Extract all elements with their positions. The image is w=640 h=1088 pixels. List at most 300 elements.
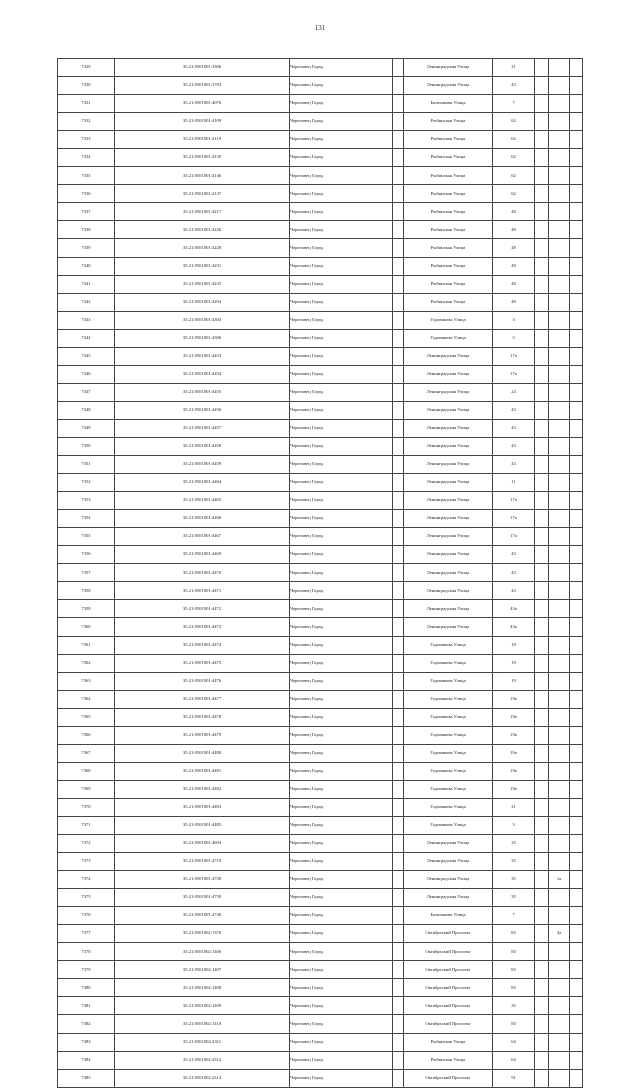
street-name: Рыбинская Улица [404, 149, 493, 167]
record-number: 7354 [58, 510, 115, 528]
record-number: 7368 [58, 762, 115, 780]
empty-cell [393, 780, 404, 798]
house-number: 35 [493, 871, 535, 889]
street-name: Ленинградская Улица [404, 347, 493, 365]
city-name: Череповец Город [290, 492, 393, 510]
city-name: Череповец Город [290, 528, 393, 546]
empty-cell [535, 257, 549, 275]
empty-cell [535, 113, 549, 131]
table-row [58, 401, 583, 419]
street-name: Рыбинская Улица [404, 185, 493, 203]
street-name: Годовикова Улица [404, 780, 493, 798]
cadastral-number: 35:21:0501001:4469 [115, 546, 290, 564]
street-name: Годовикова Улица [404, 636, 493, 654]
empty-cell [535, 131, 549, 149]
table-row [58, 1069, 583, 1087]
record-number: 7377 [58, 925, 115, 943]
empty-cell [393, 528, 404, 546]
cadastral-number: 35:21:0501002:1408 [115, 979, 290, 997]
empty-cell [393, 185, 404, 203]
street-name: Годовикова Улица [404, 798, 493, 816]
empty-cell [570, 293, 583, 311]
table-row [58, 437, 583, 455]
cadastral-number: 35:21:0501001:4476 [115, 672, 290, 690]
record-number: 7331 [58, 95, 115, 113]
table-row [58, 816, 583, 834]
street-name: Годовикова Улица [404, 762, 493, 780]
table-row [58, 672, 583, 690]
cadastral-number: 35:21:0501001:4109 [115, 113, 290, 131]
empty-cell [535, 907, 549, 925]
empty-cell [570, 708, 583, 726]
street-name: Ленинградская Улица [404, 383, 493, 401]
empty-cell [535, 528, 549, 546]
city-name: Череповец Город [290, 275, 393, 293]
city-name: Череповец Город [290, 510, 393, 528]
flat-number [549, 239, 570, 257]
table-row [58, 762, 583, 780]
empty-cell [570, 943, 583, 961]
empty-cell [535, 925, 549, 943]
cadastral-number: 35:21:0501001:4217 [115, 203, 290, 221]
house-number: 21 [493, 798, 535, 816]
record-number: 7376 [58, 907, 115, 925]
table-row [58, 77, 583, 95]
table-row [58, 528, 583, 546]
street-name: Октябрьский Проспект [404, 1069, 493, 1087]
table-row [58, 546, 583, 564]
empty-cell [393, 726, 404, 744]
city-name: Череповец Город [290, 889, 393, 907]
record-number: 7347 [58, 383, 115, 401]
table-row [58, 871, 583, 889]
city-name: Череповец Город [290, 437, 393, 455]
cadastral-number: 35:21:0501001:4471 [115, 582, 290, 600]
empty-cell [570, 275, 583, 293]
city-name: Череповец Город [290, 925, 393, 943]
flat-number [549, 492, 570, 510]
table-row [58, 708, 583, 726]
empty-cell [393, 203, 404, 221]
house-number: 3 [493, 311, 535, 329]
empty-cell [535, 871, 549, 889]
house-number: 43 [493, 546, 535, 564]
empty-cell [535, 1015, 549, 1033]
empty-cell [393, 690, 404, 708]
empty-cell [393, 59, 404, 77]
table-row [58, 780, 583, 798]
flat-number [549, 221, 570, 239]
record-number: 7362 [58, 654, 115, 672]
city-name: Череповец Город [290, 672, 393, 690]
table-row [58, 95, 583, 113]
flat-number [549, 401, 570, 419]
house-number: 24 [493, 383, 535, 401]
empty-cell [535, 726, 549, 744]
flat-number [549, 961, 570, 979]
empty-cell [393, 311, 404, 329]
cadastral-number: 35:21:0501001:4485 [115, 816, 290, 834]
empty-cell [393, 600, 404, 618]
empty-cell [570, 979, 583, 997]
house-number: 25 [493, 853, 535, 871]
record-number: 7344 [58, 329, 115, 347]
house-number: 62 [493, 131, 535, 149]
record-number: 7338 [58, 221, 115, 239]
empty-cell [393, 582, 404, 600]
record-number: 7359 [58, 600, 115, 618]
city-name: Череповец Город [290, 798, 393, 816]
empty-cell [535, 492, 549, 510]
record-number: 7379 [58, 961, 115, 979]
table-row [58, 203, 583, 221]
flat-number [549, 907, 570, 925]
record-number: 7367 [58, 744, 115, 762]
empty-cell [393, 167, 404, 185]
city-name: Череповец Город [290, 997, 393, 1015]
city-name: Череповец Город [290, 636, 393, 654]
house-number: 91 [493, 1069, 535, 1087]
empty-cell [393, 510, 404, 528]
empty-cell [570, 907, 583, 925]
record-number: 7334 [58, 149, 115, 167]
street-name: Ленинградская Улица [404, 59, 493, 77]
street-name: Рыбинская Улица [404, 131, 493, 149]
empty-cell [393, 925, 404, 943]
city-name: Череповец Город [290, 113, 393, 131]
flat-number [549, 618, 570, 636]
record-number: 7384 [58, 1051, 115, 1069]
cadastral-number: 35:21:0501001:4456 [115, 401, 290, 419]
city-name: Череповец Город [290, 293, 393, 311]
record-number: 7346 [58, 365, 115, 383]
record-number: 7348 [58, 401, 115, 419]
city-name: Череповец Город [290, 708, 393, 726]
empty-cell [393, 113, 404, 131]
empty-cell [393, 997, 404, 1015]
empty-cell [535, 997, 549, 1015]
street-name: Годовикова Улица [404, 690, 493, 708]
city-name: Череповец Город [290, 654, 393, 672]
house-number: 83 [493, 961, 535, 979]
house-number: 43 [493, 582, 535, 600]
cadastral-number: 35:21:0501001:4228 [115, 239, 290, 257]
record-number: 7335 [58, 167, 115, 185]
record-number: 7371 [58, 816, 115, 834]
city-name: Череповец Город [290, 726, 393, 744]
cadastral-number: 35:21:0501001:4738 [115, 871, 290, 889]
house-number: 48 [493, 203, 535, 221]
cadastral-number: 35:21:0501001:4147 [115, 185, 290, 203]
flat-number [549, 780, 570, 798]
registry-table [57, 58, 583, 1088]
street-name: Рыбинская Улица [404, 113, 493, 131]
house-number: 83 [493, 979, 535, 997]
cadastral-number: 35:21:0501001:4453 [115, 347, 290, 365]
empty-cell [570, 546, 583, 564]
street-name: Годовикова Улица [404, 329, 493, 347]
house-number: 43 [493, 437, 535, 455]
empty-cell [535, 582, 549, 600]
street-name: Годовикова Улица [404, 816, 493, 834]
record-number: 7337 [58, 203, 115, 221]
cadastral-number: 35:21:0501001:4454 [115, 365, 290, 383]
empty-cell [393, 798, 404, 816]
empty-cell [393, 383, 404, 401]
empty-cell [570, 167, 583, 185]
empty-cell [535, 853, 549, 871]
house-number: 48 [493, 239, 535, 257]
record-number: 7340 [58, 257, 115, 275]
city-name: Череповец Город [290, 564, 393, 582]
city-name: Череповец Город [290, 979, 393, 997]
empty-cell [570, 997, 583, 1015]
empty-cell [570, 816, 583, 834]
record-number: 7355 [58, 528, 115, 546]
empty-cell [535, 546, 549, 564]
empty-cell [393, 853, 404, 871]
street-name: Рыбинская Улица [404, 239, 493, 257]
empty-cell [393, 1033, 404, 1051]
flat-number [549, 762, 570, 780]
table-row [58, 311, 583, 329]
record-number: 7353 [58, 492, 115, 510]
empty-cell [570, 600, 583, 618]
empty-cell [535, 474, 549, 492]
empty-cell [393, 636, 404, 654]
table-row [58, 798, 583, 816]
street-name: Ленинградская Улица [404, 510, 493, 528]
street-name: Ленинградская Улица [404, 582, 493, 600]
empty-cell [535, 419, 549, 437]
empty-cell [535, 672, 549, 690]
street-name: Ленинградская Улица [404, 546, 493, 564]
house-number: 48 [493, 221, 535, 239]
record-number: 7374 [58, 871, 115, 889]
cadastral-number: 35:21:0501001:4235 [115, 275, 290, 293]
cadastral-number: 35:21:0501001:4294 [115, 293, 290, 311]
empty-cell [570, 347, 583, 365]
empty-cell [535, 816, 549, 834]
cadastral-number: 35:21:0501002:1376 [115, 925, 290, 943]
house-number: 19а [493, 780, 535, 798]
empty-cell [393, 149, 404, 167]
table-row [58, 239, 583, 257]
street-name: Годовикова Улица [404, 744, 493, 762]
flat-number [549, 816, 570, 834]
table-row [58, 907, 583, 925]
empty-cell [535, 636, 549, 654]
flat-number [549, 77, 570, 95]
empty-cell [570, 1069, 583, 1087]
record-number: 7358 [58, 582, 115, 600]
empty-cell [535, 889, 549, 907]
city-name: Череповец Город [290, 816, 393, 834]
empty-cell [570, 528, 583, 546]
house-number: 7 [493, 907, 535, 925]
record-number: 7357 [58, 564, 115, 582]
city-name: Череповец Город [290, 347, 393, 365]
empty-cell [535, 618, 549, 636]
empty-cell [393, 347, 404, 365]
table-row [58, 383, 583, 401]
street-name: Ленинградская Улица [404, 564, 493, 582]
table-row [58, 1051, 583, 1069]
house-number: 17а [493, 492, 535, 510]
empty-cell [570, 654, 583, 672]
empty-cell [535, 1033, 549, 1051]
empty-cell [535, 690, 549, 708]
table-row [58, 618, 583, 636]
record-number: 7351 [58, 456, 115, 474]
empty-cell [570, 311, 583, 329]
city-name: Череповец Город [290, 762, 393, 780]
empty-cell [393, 239, 404, 257]
empty-cell [393, 456, 404, 474]
city-name: Череповец Город [290, 474, 393, 492]
city-name: Череповец Город [290, 1069, 393, 1087]
empty-cell [570, 59, 583, 77]
empty-cell [570, 726, 583, 744]
empty-cell [570, 762, 583, 780]
empty-cell [570, 1015, 583, 1033]
street-name: Рыбинская Улица [404, 1033, 493, 1051]
street-name: Октябрьский Проспект [404, 1015, 493, 1033]
record-number: 7364 [58, 690, 115, 708]
empty-cell [570, 690, 583, 708]
flat-number [549, 798, 570, 816]
empty-cell [570, 77, 583, 95]
flat-number [549, 835, 570, 853]
flat-number [549, 672, 570, 690]
empty-cell [570, 744, 583, 762]
flat-number [549, 1051, 570, 1069]
house-number: 11 [493, 474, 535, 492]
table-row [58, 600, 583, 618]
table-row [58, 961, 583, 979]
table-row [58, 564, 583, 582]
table-row [58, 889, 583, 907]
empty-cell [535, 961, 549, 979]
cadastral-number: 35:21:0501001:4455 [115, 383, 290, 401]
cadastral-number: 35:21:0501001:4304 [115, 311, 290, 329]
house-number: 64 [493, 1033, 535, 1051]
record-number: 7333 [58, 131, 115, 149]
empty-cell [393, 131, 404, 149]
flat-number [549, 654, 570, 672]
empty-cell [570, 1033, 583, 1051]
empty-cell [570, 365, 583, 383]
empty-cell [570, 636, 583, 654]
empty-cell [570, 961, 583, 979]
table-row [58, 654, 583, 672]
empty-cell [535, 600, 549, 618]
empty-cell [393, 293, 404, 311]
table-row [58, 582, 583, 600]
flat-number: 1а [549, 871, 570, 889]
flat-number [549, 59, 570, 77]
cadastral-number: 35:21:0501001:4458 [115, 437, 290, 455]
table-row [58, 329, 583, 347]
house-number: 25 [493, 835, 535, 853]
empty-cell [570, 456, 583, 474]
record-number: 7382 [58, 1015, 115, 1033]
record-number: 7360 [58, 618, 115, 636]
city-name: Череповец Город [290, 77, 393, 95]
street-name: Октябрьский Проспект [404, 979, 493, 997]
street-name: Ленинградская Улица [404, 419, 493, 437]
empty-cell [570, 492, 583, 510]
table-row [58, 636, 583, 654]
empty-cell [393, 762, 404, 780]
table-row [58, 474, 583, 492]
empty-cell [393, 546, 404, 564]
house-number: 83 [493, 1015, 535, 1033]
empty-cell [535, 762, 549, 780]
empty-cell [535, 185, 549, 203]
city-name: Череповец Город [290, 618, 393, 636]
empty-cell [570, 239, 583, 257]
record-number: 7336 [58, 185, 115, 203]
empty-cell [570, 672, 583, 690]
table-row [58, 149, 583, 167]
empty-cell [535, 979, 549, 997]
empty-cell [570, 131, 583, 149]
record-number: 7329 [58, 59, 115, 77]
empty-cell [535, 203, 549, 221]
flat-number [549, 365, 570, 383]
flat-number [549, 1033, 570, 1051]
house-number: 17а [493, 528, 535, 546]
cadastral-number: 35:21:0501002:1410 [115, 1015, 290, 1033]
table-row [58, 979, 583, 997]
cadastral-number: 35:21:0501001:4474 [115, 636, 290, 654]
cadastral-number: 35:21:0501001:4475 [115, 654, 290, 672]
empty-cell [570, 221, 583, 239]
flat-number [549, 131, 570, 149]
flat-number [549, 853, 570, 871]
flat-number [549, 293, 570, 311]
house-number: 43 [493, 456, 535, 474]
record-number: 7378 [58, 943, 115, 961]
house-number: 43а [493, 618, 535, 636]
street-name: Ленинградская Улица [404, 871, 493, 889]
empty-cell [535, 798, 549, 816]
record-number: 7349 [58, 419, 115, 437]
house-number: 62 [493, 149, 535, 167]
street-name: Рыбинская Улица [404, 257, 493, 275]
house-number: 21 [493, 59, 535, 77]
cadastral-number: 35:21:0501001:4482 [115, 780, 290, 798]
flat-number [549, 726, 570, 744]
cadastral-number: 35:21:0501001:4479 [115, 726, 290, 744]
empty-cell [393, 979, 404, 997]
house-number: 19 [493, 636, 535, 654]
flat-number [549, 474, 570, 492]
city-name: Череповец Город [290, 257, 393, 275]
house-number: 19а [493, 708, 535, 726]
empty-cell [393, 871, 404, 889]
empty-cell [535, 95, 549, 113]
empty-cell [535, 780, 549, 798]
street-name: Октябрьский Проспект [404, 961, 493, 979]
city-name: Череповец Город [290, 600, 393, 618]
empty-cell [570, 582, 583, 600]
empty-cell [535, 383, 549, 401]
empty-cell [535, 293, 549, 311]
street-name: Ленинградская Улица [404, 835, 493, 853]
empty-cell [570, 1051, 583, 1069]
